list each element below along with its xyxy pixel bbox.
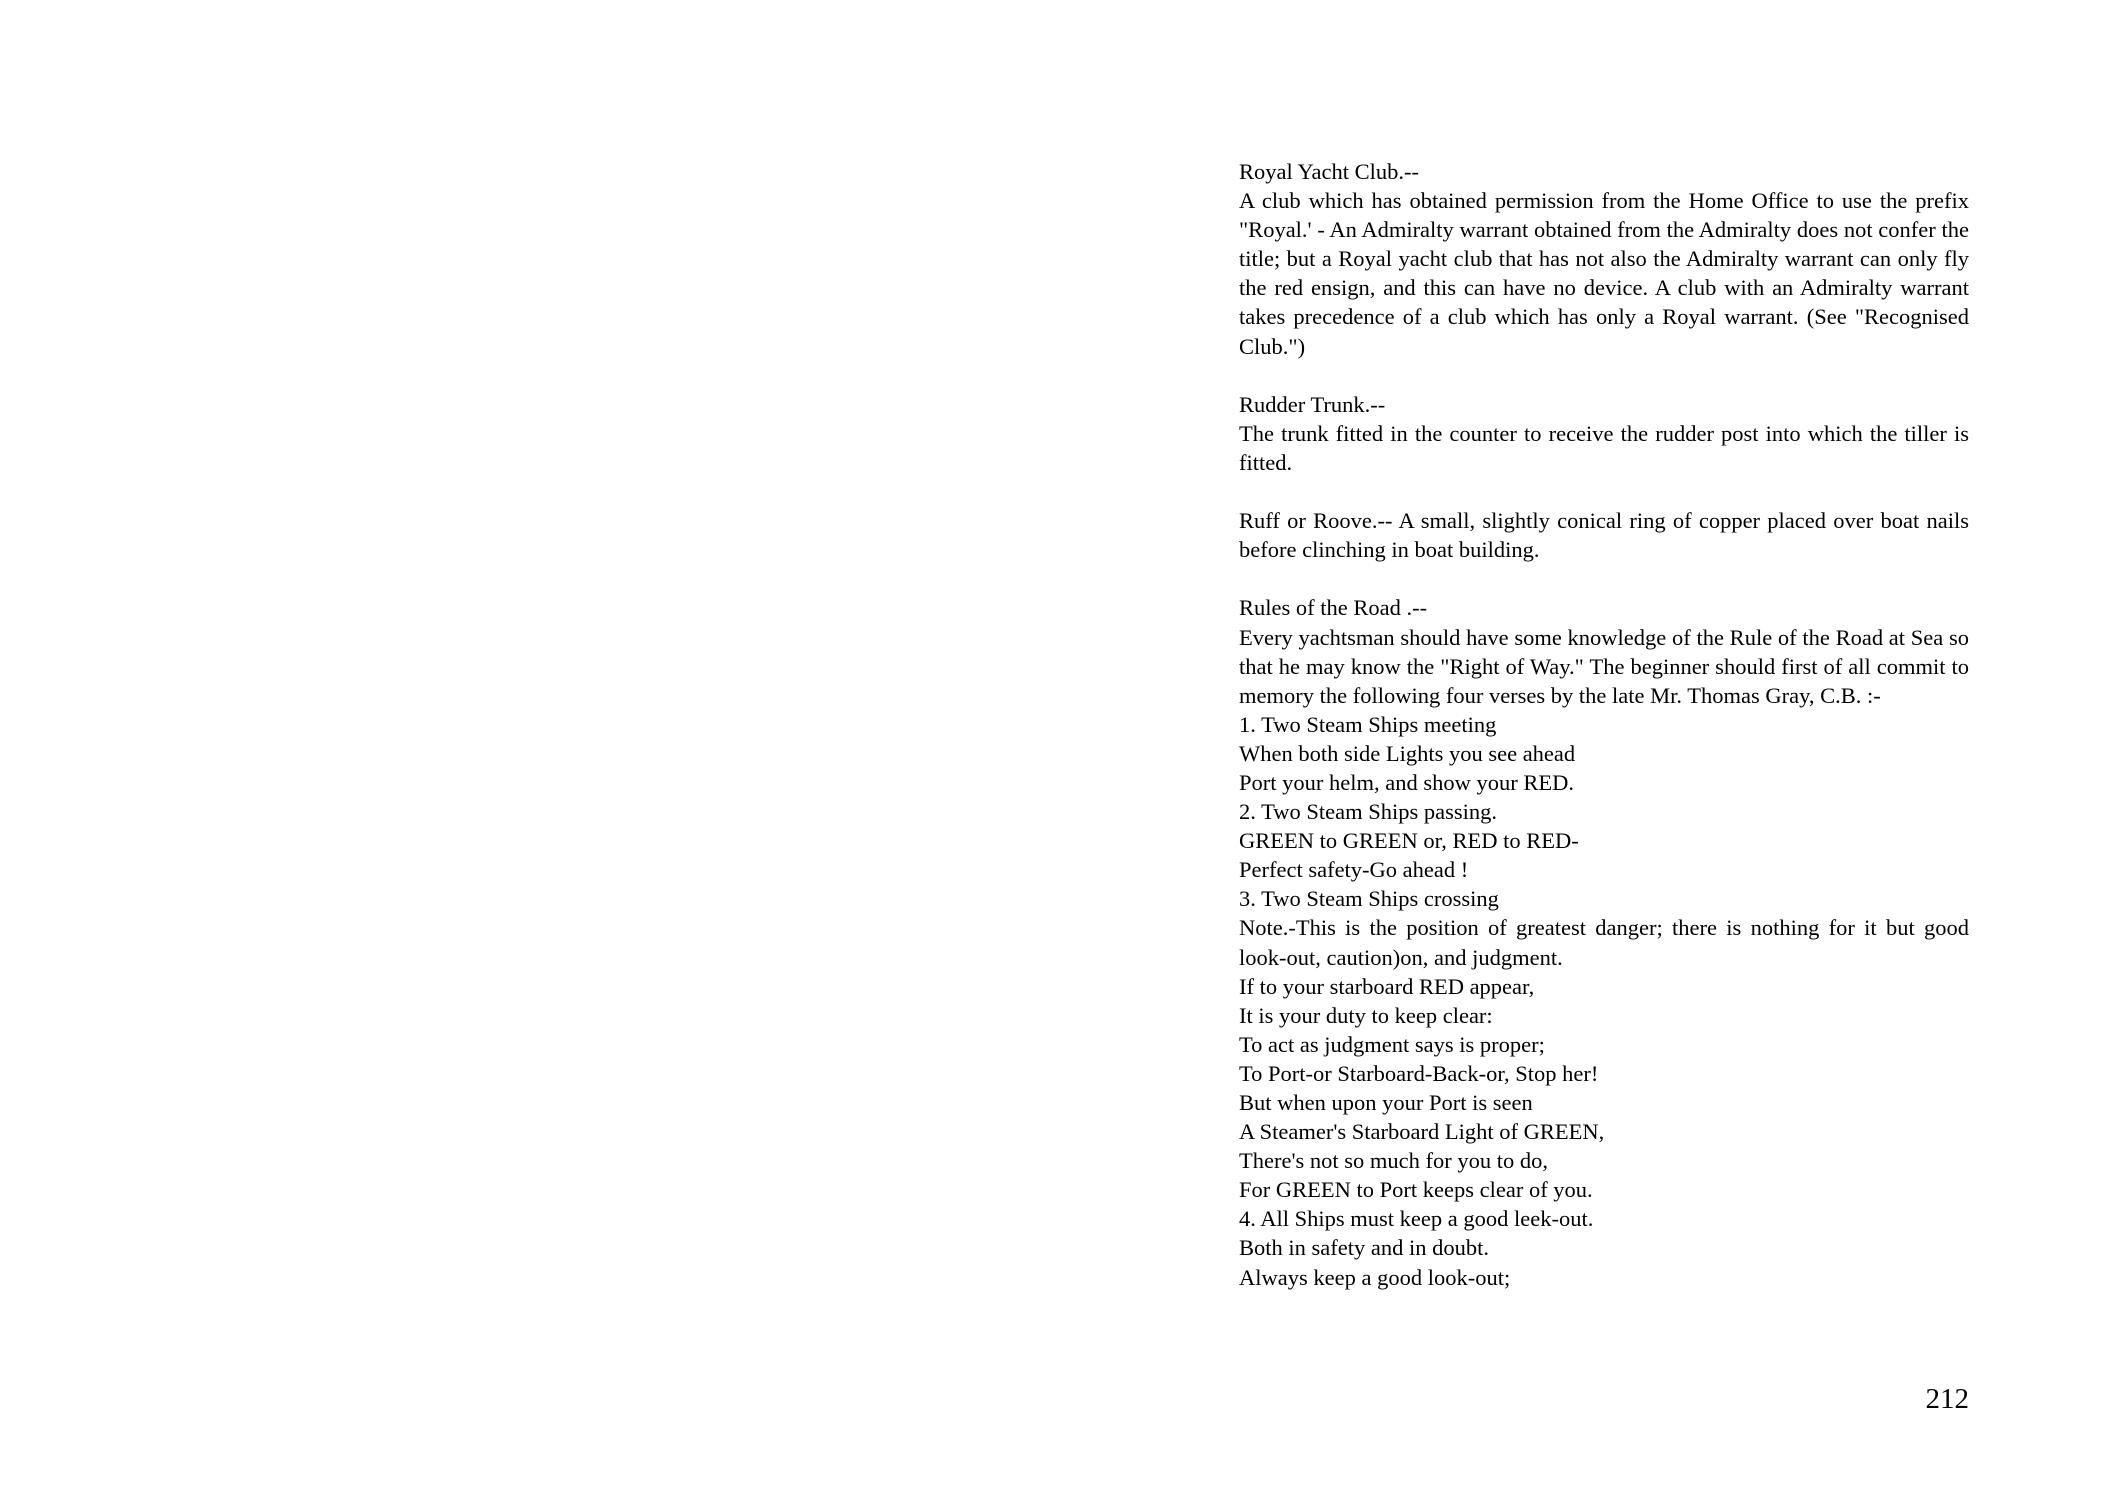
entry-rudder-trunk — [1239, 390, 1969, 477]
entry-body: The trunk fitted in the counter to receive the rudder post into which the tiller is fitted. — [1239, 420, 1969, 475]
entry-heading: Rules of the Road .-- — [1239, 595, 1428, 621]
verse-line: To Port-or Starboard-Back-or, Stop her! — [1239, 1060, 1599, 1086]
entry-heading: Royal Yacht Club.-- — [1239, 159, 1419, 184]
entry-ruff-or-roove — [1239, 506, 1969, 564]
verse-line: Perfect safety-Go ahead ! — [1239, 857, 1469, 883]
verse-line: A Steamer's Starboard Light of GREEN, — [1239, 1119, 1605, 1145]
verse-line: 2. Two Steam Ships passing. — [1239, 799, 1498, 825]
entry-royal-yacht-club — [1239, 157, 1969, 361]
entry-body: A club which has obtained permission from the Home Office to use the prefix "Royal.' - An Admiralty warrant obtained from the Admiralty does not confer the title; but a Royal yacht club that has not also the Admiralty warrant can only fly the red ensign, and this can have no device. A club with an Admiralty warrant takes precedence of a club which has only a Royal warrant. (See "Recognised Club.") — [1239, 188, 1969, 359]
verse-line: To act as judgment says is proper; — [1239, 1031, 1545, 1057]
verse-line: 4. All Ships must keep a good leek-out. — [1239, 1206, 1594, 1232]
entry-body: Every yachtsman should have some knowledge of the Rule of the Road at Sea so that he may know the "Right of Way." The beginner should first of all commit to memory the following four verses by the late Mr. Thomas Gray, C.B. :- — [1239, 624, 1969, 708]
verse-line: If to your starboard RED appear, — [1239, 973, 1535, 999]
verse-line: It is your duty to keep clear: — [1239, 1002, 1493, 1028]
verse-line: GREEN to GREEN or, RED to RED- — [1239, 828, 1579, 854]
verse-line: For GREEN to Port keeps clear of you. — [1239, 1177, 1593, 1203]
verse-line: There's not so much for you to do, — [1239, 1148, 1549, 1174]
verse-line: 1. Two Steam Ships meeting — [1239, 711, 1497, 737]
verse-line: Both in safety and in doubt. — [1239, 1235, 1489, 1261]
text-column — [1239, 157, 1969, 1321]
verse-line: 3. Two Steam Ships crossing — [1239, 886, 1499, 912]
verse-line: But when upon your Port is seen — [1239, 1090, 1533, 1115]
page-number: 212 — [1925, 1383, 1969, 1415]
entry-body: Ruff or Roove.-- A small, slightly conical ring of copper placed over boat nails before clinching in boat building. — [1239, 508, 1969, 563]
verse-line: When both side Lights you see ahead — [1239, 740, 1576, 766]
verse-line: Port your helm, and show your RED. — [1239, 769, 1574, 795]
verse-note: Note.-This is the position of greatest danger; there is nothing for it but good look-out, caution)on, and judgment. — [1239, 915, 1969, 970]
verse-line: Always keep a good look-out; — [1239, 1264, 1511, 1290]
entry-heading: Rudder Trunk.-- — [1239, 391, 1386, 417]
entry-rules-of-the-road — [1239, 593, 1969, 1291]
